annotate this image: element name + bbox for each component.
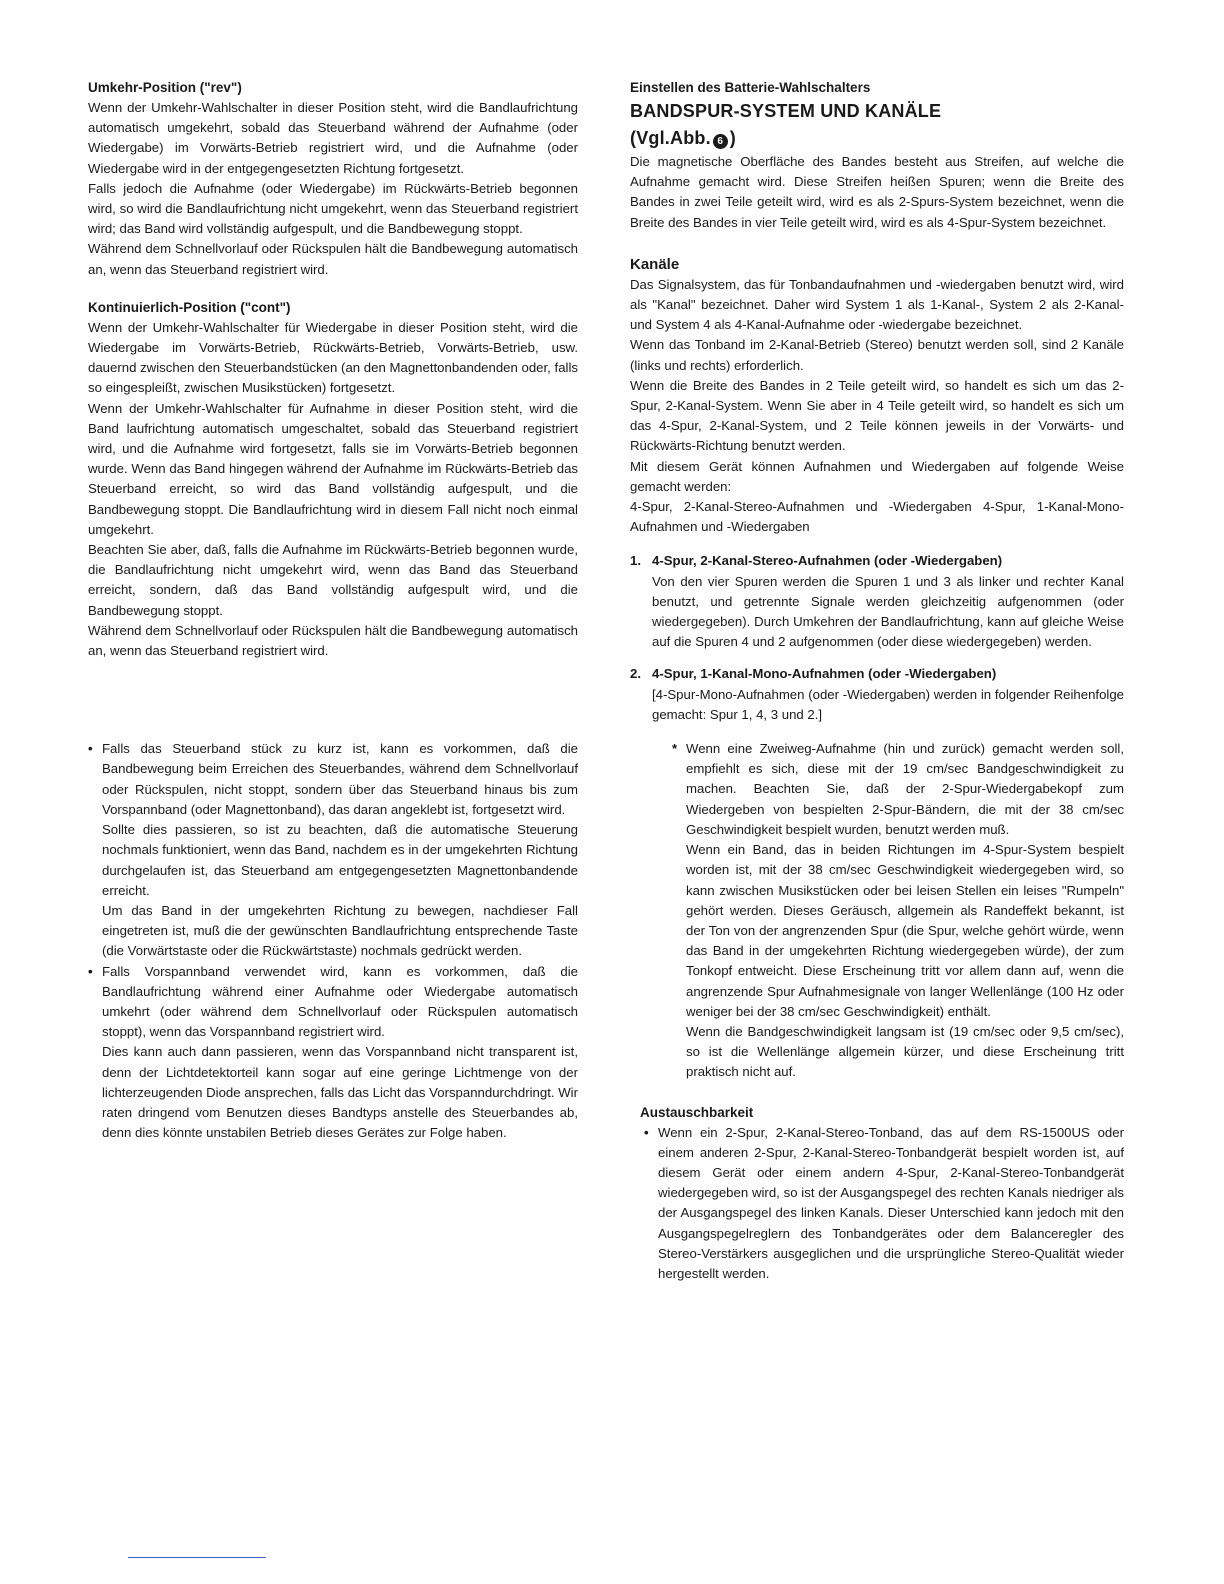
note-1-paragraph-3: Um das Band in der umgekehrten Richtung zu bewegen, nachdieser Fall eingetreten ist, muß die der gewünschten Bandlaufrichtung entsprechende Taste (die Vorwärtstaste oder die Rückwärtstaste) nochmals gedrückt werden. [102, 902, 578, 959]
note-2-bullet: • [88, 963, 93, 979]
item-2-title: 4-Spur, 1-Kanal-Mono-Aufnahmen (oder -Wiedergaben) [652, 666, 997, 682]
note-2-paragraph-1: Falls Vorspannband verwendet wird, kann es vorkommen, daß die Bandlaufrichtung während einer Aufnahme oder Wiedergabe automatisch umkehrt (oder während dem Schnellvorlauf oder Rückspulen automatisch stoppt), wenn das Vorspannband registriert wird. [102, 963, 578, 1040]
cont-paragraph-3: Beachten Sie aber, daß, falls die Aufnahme im Rückwärts-Betrieb begonnen wurde, die Bandlaufrichtung nicht umgekehrt wird, wenn das Band das Steuerband erreicht, sondern, daß das Band vollständig aufgespult wird, und die Bandbewegung stoppt. [88, 542, 578, 618]
track-note-paragraph-1: Wenn eine Zweiweg-Aufnahme (hin und zurück) gemacht werden soll, empfiehlt es sich, diese mit der 19 cm/sec Bandgeschwindigkeit zu machen. Beachten Sie, daß der 2-Spur-Wiedergabekopf zum Wiedergeben von bespielten 2-Spur-Bändern, die mit der 38 cm/sec Geschwindigkeit bespielt wurden, benutzt werden muß. [686, 741, 1124, 837]
figure-reference [630, 125, 1124, 152]
rev-paragraph-2: Falls jedoch die Aufnahme (oder Wiedergabe) im Rückwärts-Betrieb begonnen wird, so wird die Bandlaufrichtung nicht umgekehrt, wenn das Steuerband registriert wird; das Band wird vollständig aufgespult, und die Bandbewegung stoppt. [88, 180, 578, 237]
track-note-asterisk: * [672, 741, 678, 757]
footer-rule [128, 1557, 266, 1558]
note-1 [88, 739, 578, 961]
track-note-paragraph-2: Wenn ein Band, das in beiden Richtungen im 4-Spur-System bespielt worden ist, mit der 38 cm/sec Geschwindigkeit wiedergegeben wird, so kann zwischen Musikstücken oder bei leisen Stellen ein leises "Rumpeln" gehört werden. Dieses Geräusch, allgemein als Randeffekt bekannt, ist der Ton von der angrenzenden Spur (die Spur, welche gehört würde, wenn das Band in der umgekehrten Richtung wiedergegeben würde), der zum Tonkopf entweicht. Diese Erscheinung tritt vor allem dann auf, wenn die angrenzende Spur Aufnahmesignale von langer Wellenlänge (100 Hz oder weniger bei der 38 cm/sec Geschwindigkeit) enthält. [686, 842, 1124, 1019]
channels-paragraph-1: Das Signalsystem, das für Tonbandaufnahmen und -wiedergaben benutzt wird, wird als "Kanal" bezeichnet. Daher wird System 1 als 1-Kanal-, System 2 als 2-Kanal- und System 4 als 4-Kanal-Aufnahme oder -wiedergabe bezeichnet. [630, 276, 1124, 333]
rev-paragraph-3: Während dem Schnellvorlauf oder Rückspulen hält die Bandbewegung automatisch an, wenn das Steuerband registriert wird. [88, 241, 578, 277]
item-1 [630, 551, 1124, 652]
note-1-paragraph-1: Falls das Steuerband stück zu kurz ist, kann es vorkommen, daß die Bandbewegung beim Erreichen des Steuerbandes, während dem Schnellvorlauf oder Rückspulen, nicht stoppt, sondern über das Steuerband hinaus bis zum Vorspannband (oder Magnettonband), das daran angeklebt ist, fortgesetzt wird. [102, 741, 578, 817]
item-2 [630, 664, 1124, 725]
item-1-title: 4-Spur, 2-Kanal-Stereo-Aufnahmen (oder -Wiedergaben) [652, 553, 1003, 569]
figure-number: 6 [713, 134, 728, 149]
item-2-text: [4-Spur-Mono-Aufnahmen (oder -Wiedergaben) werden in folgender Reihenfolge gemacht: Spur 1, 4, 3 und 2.] [652, 686, 1124, 722]
exchange-note [630, 1123, 1124, 1285]
rev-paragraph-1: Wenn der Umkehr-Wahlschalter in dieser Position steht, wird die Bandlaufrichtung automatisch umgekehrt, sobald das Steuerband während der Aufnahme (oder Wiedergabe) im Vorwärts-Betrieb registriert wird, und die Aufnahme (oder Wiedergabe wird in der entgegengesetzten Richtung fortgesetzt. [88, 100, 578, 176]
exchange-text: Wenn ein 2-Spur, 2-Kanal-Stereo-Tonband, das auf dem RS-1500US oder einem anderen 2-Spur, 2-Kanal-Stereo-Tonbandgerät bespielt worden ist, auf diesem Gerät oder einem andern 4-Spur, 2-Kanal-Stereo-Tonbandgerät wiedergegeben wird, so ist der Ausgangspegel des rechten Kanals niedriger als der Ausgangspegel des linken Kanals. Dieser Unterschied kann jedoch mit den Ausgangspegelreglern des Tonbandgerätes oder dem Balanceregler des Stereo-Verstärkers ausgeglichen und die ursprüngliche Stereo-Qualität wieder hergestellt werden. [658, 1124, 1124, 1281]
note-1-bullet: • [88, 741, 93, 757]
rev-heading: Umkehr-Position ("rev") [88, 80, 242, 95]
main-heading: BANDSPUR-SYSTEM UND KANÄLE [630, 101, 942, 121]
exchange-bullet: • [644, 1124, 649, 1140]
cont-heading: Kontinuierlich-Position ("cont") [88, 299, 291, 315]
channels-paragraph-3: Wenn die Breite des Bandes in 2 Teile geteilt wird, so handelt es sich um das 2-Spur, 2-Kanal-System. Wenn Sie aber in 4 Teile geteilt wird, so handelt es sich um das 4-Spur, 2-Kanal-System, und 2 Teile können jeweils in der Vorwärts- und Rückwärts-Richtung benutzt werden. [630, 377, 1124, 454]
battery-heading: Einstellen des Batterie-Wahlschalters [630, 80, 871, 95]
note-1-paragraph-2: Sollte dies passieren, so ist zu beachten, daß die automatische Steuerung nochmals funktioniert, wenn das Band, nachdem es in der umgekehrten Richtung durchgelaufen ist, das Steuerband am entgegengesetzten Magnettonbandende erreicht. [102, 822, 578, 898]
channels-paragraph-2: Wenn das Tonband im 2-Kanal-Betrieb (Stereo) benutzt werden soll, sind 2 Kanäle (links und rechts) erforderlich. [630, 337, 1124, 373]
track-note [630, 739, 1124, 1082]
channels-heading: Kanäle [630, 255, 680, 273]
cont-paragraph-4: Während dem Schnellvorlauf oder Rückspulen hält die Bandbewegung automatisch an, wenn das Steuerband registriert wird. [88, 622, 578, 659]
note-2 [88, 962, 578, 1144]
track-note-paragraph-3: Wenn die Bandgeschwindigkeit langsam ist (19 cm/sec oder 9,5 cm/sec), so ist die Wellenlänge allgemein kürzer, und diese Erscheinung tritt praktisch nicht auf. [686, 1023, 1124, 1080]
figure-suffix: ) [729, 128, 736, 148]
right-column [630, 78, 1124, 1284]
item-1-text: Von den vier Spuren werden die Spuren 1 und 3 als linker und rechter Kanal benutzt, und getrennte Signale werden gleichzeitig aufgenommen (oder wiedergegeben). Durch Umkehren der Bandlaufrichtung, kann auf gleiche Weise auf die Spuren 4 und 2 aufgenommen (oder diese wiedergegeben) werden. [652, 573, 1124, 650]
channels-paragraph-5: 4-Spur, 2-Kanal-Stereo-Aufnahmen und -Wiedergaben 4-Spur, 1-Kanal-Mono-Aufnahmen und -Wiedergaben [630, 499, 1124, 535]
item-1-number: 1. [630, 553, 641, 569]
intro-paragraph: Die magnetische Oberfläche des Bandes besteht aus Streifen, auf welche die Aufnahme gemacht wird. Diese Streifen heißen Spuren; wenn die Breite des Bandes in zwei Teile geteilt wird, wird es als 2-Spurs-System bezeichnet, wenn die Breite des Bandes in vier Teile geteilt wird, wird es als 4-Spur-System bezeichnet. [630, 154, 1124, 230]
item-2-number: 2. [630, 666, 641, 682]
note-2-paragraph-2: Dies kann auch dann passieren, wenn das Vorspannband nicht transparent ist, denn der Lichtdetektorteil kann sogar auf eine geringe Lichtmenge von der lichterzeugenden Diode ansprechen, falls das Licht das Vorspanndurchdringt. Wir raten dringend vom Benutzen dieses Bandtyps anstelle des Steuerbandes ab, denn dies könnte unstabilen Betrieb dieses Gerätes zur Folge haben. [102, 1044, 578, 1141]
cont-paragraph-1: Wenn der Umkehr-Wahlschalter für Wiedergabe in dieser Position steht, wird die Wiedergabe im Vorwärts-Betrieb, Rückwärts-Betrieb, Vorwärts-Betrieb, usw. dauernd zwischen den Steuerbandstücken (an den Magnettonbandenden oder, falls so eingespleißt, zwischen Musikstücken) fortgesetzt. [88, 319, 578, 396]
left-column [88, 78, 578, 1143]
channels-paragraph-4: Mit diesem Gerät können Aufnahmen und Wiedergaben auf folgende Weise gemacht werden: [630, 458, 1124, 494]
cont-paragraph-2: Wenn der Umkehr-Wahlschalter für Aufnahme in dieser Position steht, wird die Band laufrichtung automatisch umgeschaltet, sobald das Steuerband registriert wird, und die Aufnahme wird fortgesetzt, falls sie im Vorwärts-Betrieb begonnen wurde. Wenn das Band hingegen während der Aufnahme im Rückwärts-Betrieb das Steuerband erreicht, so wird das Band vollständig aufgespult, und die Bandbewegung stoppt. Die Bandlaufrichtung wird in diesem Fall nicht noch einmal umgekehrt. [88, 400, 578, 537]
figure-prefix: (Vgl.Abb. [630, 128, 711, 148]
exchange-heading: Austauschbarkeit [640, 1104, 754, 1120]
